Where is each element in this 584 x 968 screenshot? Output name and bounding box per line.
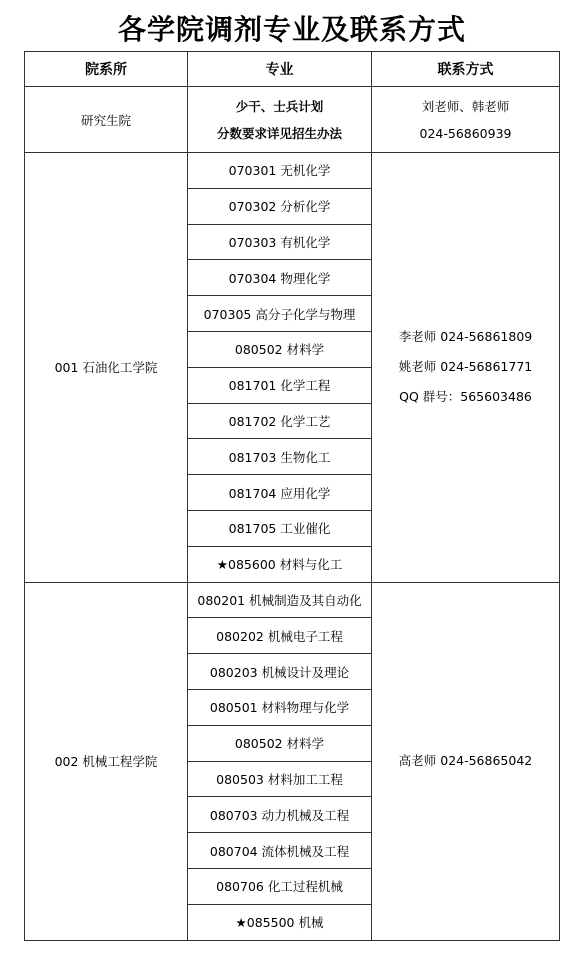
page-title: 各学院调剂专业及联系方式 — [117, 13, 466, 46]
major-cell: 070303 有机化学 — [188, 224, 372, 260]
adjustment-table — [24, 51, 560, 941]
table-row-graduate — [25, 87, 560, 153]
major-cell: 080201 机械制造及其自动化 — [188, 582, 372, 618]
contact-line: 刘老师、韩老师 — [421, 98, 510, 114]
major-cell: 080703 动力机械及工程 — [188, 797, 372, 833]
dept-cell: 001 石油化工学院 — [25, 153, 188, 583]
table-row — [25, 153, 560, 189]
major-cell: 080706 化工过程机械 — [188, 868, 372, 904]
major-line: 少干、士兵计划 — [235, 98, 324, 114]
major-cell — [188, 87, 372, 153]
dept-cell: 研究生院 — [25, 87, 188, 153]
table-row — [25, 582, 560, 618]
table-header-row — [25, 52, 560, 87]
major-cell: 080502 材料学 — [188, 725, 372, 761]
major-cell: 081703 生物化工 — [188, 439, 372, 475]
header-contact: 联系方式 — [372, 52, 560, 87]
contact-cell — [372, 582, 560, 940]
header-dept: 院系所 — [25, 52, 188, 87]
contact-line: 姚老师 024-56861771 — [398, 359, 533, 375]
major-cell: 081705 工业催化 — [188, 510, 372, 546]
major-cell: 070302 分析化学 — [188, 188, 372, 224]
major-cell: 081702 化学工艺 — [188, 403, 372, 439]
contact-line: 李老师 024-56861809 — [398, 329, 533, 345]
major-cell: 080501 材料物理与化学 — [188, 689, 372, 725]
contact-cell — [372, 87, 560, 153]
contact-line: 高老师 024-56865042 — [398, 753, 533, 769]
major-cell: 080502 材料学 — [188, 331, 372, 367]
major-cell: 081701 化学工程 — [188, 367, 372, 403]
major-cell: 080704 流体机械及工程 — [188, 833, 372, 869]
major-cell: 080202 机械电子工程 — [188, 618, 372, 654]
major-cell: 081704 应用化学 — [188, 475, 372, 511]
major-cell: ★085500 机械 — [188, 904, 372, 940]
major-cell: ★085600 材料与化工 — [188, 546, 372, 582]
major-cell: 070305 高分子化学与物理 — [188, 296, 372, 332]
contact-line: 024-56860939 — [419, 125, 512, 141]
contact-line: QQ 群号：565603486 — [399, 389, 532, 405]
dept-cell: 002 机械工程学院 — [25, 582, 188, 940]
contact-cell — [372, 153, 560, 583]
major-cell: 070304 物理化学 — [188, 260, 372, 296]
major-line: 分数要求详见招生办法 — [216, 125, 342, 141]
major-cell: 070301 无机化学 — [188, 153, 372, 189]
major-cell: 080203 机械设计及理论 — [188, 654, 372, 690]
major-cell: 080503 材料加工工程 — [188, 761, 372, 797]
header-major: 专业 — [188, 52, 372, 87]
